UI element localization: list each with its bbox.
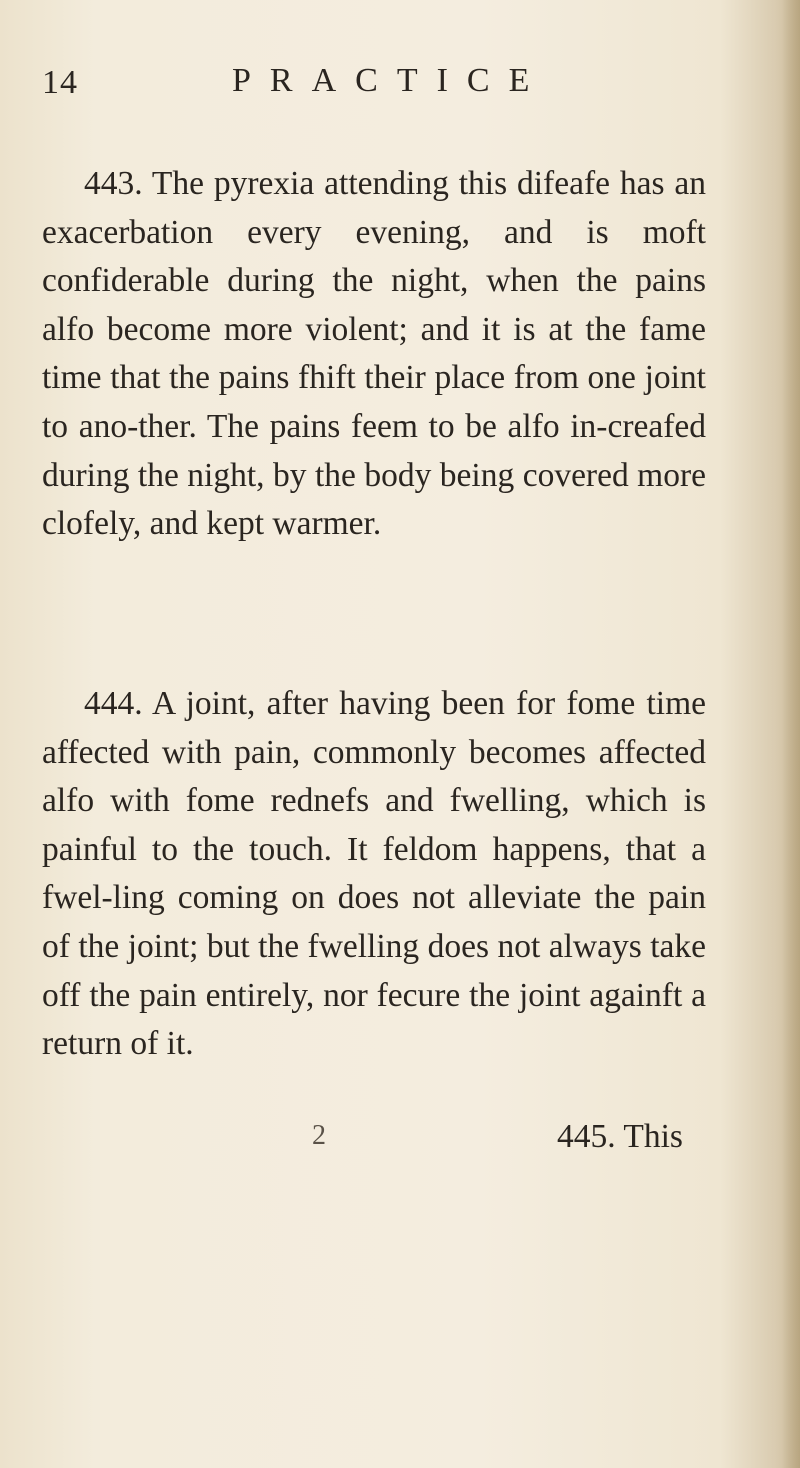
running-head: PRACTICE (232, 62, 549, 99)
page-footer (0, 1118, 800, 1168)
page-header (42, 62, 602, 112)
page-number: 14 (42, 64, 78, 101)
paragraph-443 (42, 160, 706, 549)
page-edge-shadow (782, 0, 800, 1468)
paragraph-444 (42, 680, 706, 1069)
paragraph-text: 444. A joint, after having been for fome time affected with pain, commonly becomes affected alfo with fome rednefs and fwelling, which is painful to the touch. It feldom happens, that a fwel-ling coming on does not alleviate the pain of the joint; but the fwelling does not always take off the pain entirely, nor fecure the joint againft a return of it. (42, 685, 706, 1063)
catchword: 445. This (557, 1118, 683, 1155)
signature-mark: 2 (312, 1120, 326, 1151)
paragraph-text: 443. The pyrexia attending this difeafe has an exacerbation every evening, and is moft confiderable during the night, when the pains alfo become more violent; and it is at the fame time that the pains fhift their place from one joint to ano-ther. The pains feem to be alfo in-creafed during the night, by the body being covered more clofely, and kept warmer. (42, 165, 706, 543)
